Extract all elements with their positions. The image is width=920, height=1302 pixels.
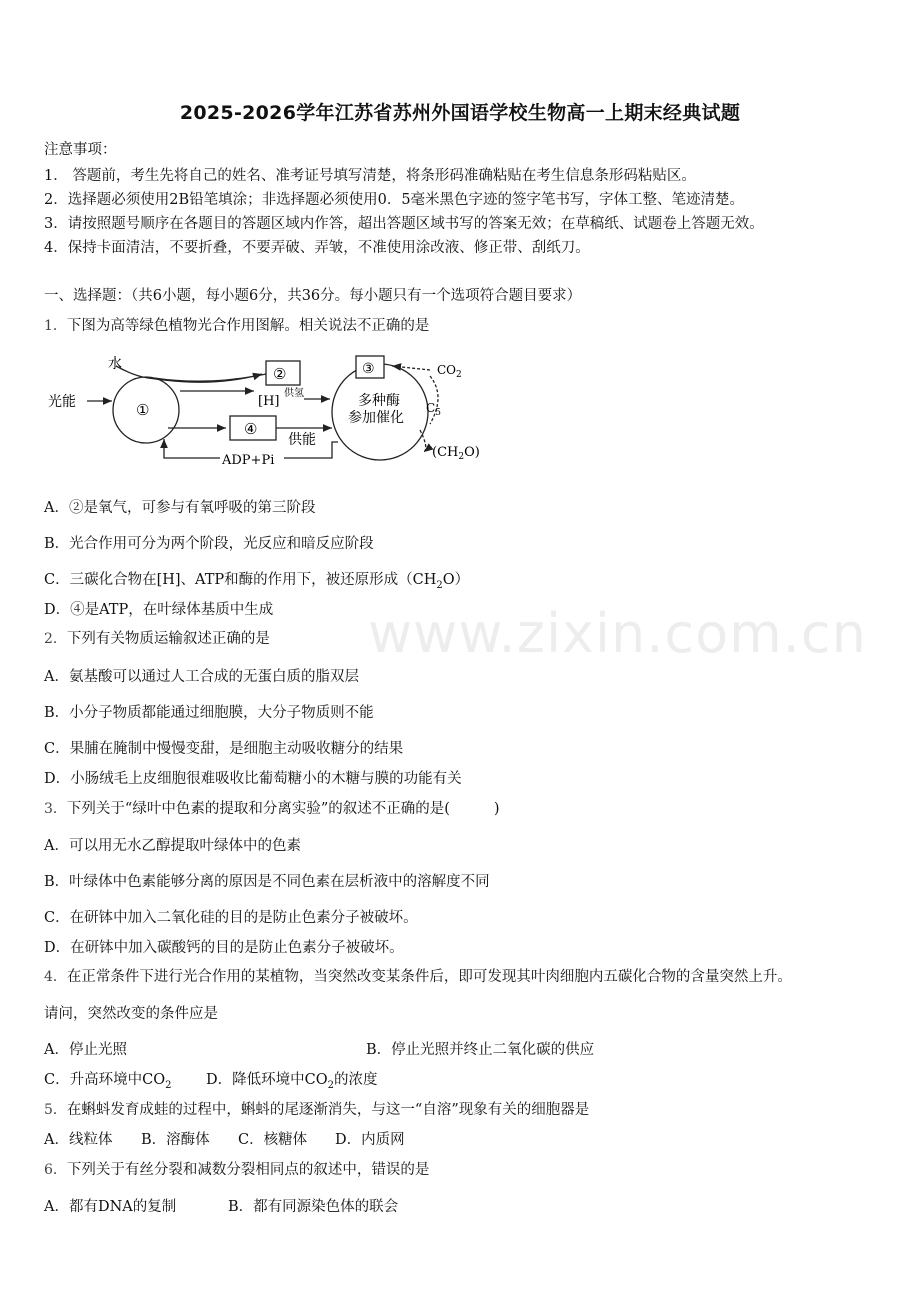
question-3: 3．下列关于“绿叶中色素的提取和分离实验”的叙述不正确的是( ) xyxy=(44,801,500,817)
q1-option-a: A．②是氧气，可参与有氧呼吸的第三阶段 xyxy=(44,500,316,516)
question-4 xyxy=(44,965,792,986)
watermark: www.zixin.com.cn xyxy=(368,602,867,665)
q3-option-a: A．可以用无水乙醇提取叶绿体中的色素 xyxy=(44,838,301,854)
section-heading: 一、选择题：（共6小题，每小题6分，共36分。每小题只有一个选项符合题目要求） xyxy=(44,288,582,304)
notice-item-4: 4．保持卡面清洁，不要折叠，不要弄破、弄皱，不准使用涂改液、修正带、刮纸刀。 xyxy=(44,240,590,256)
label-adp: ADP+Pi xyxy=(222,453,275,468)
label-c4: ④ xyxy=(244,420,258,438)
q4-option-c: C．升高环境中$CO_2$ xyxy=(44,1072,172,1091)
question-stem: 下列关于有丝分裂和减数分裂相同点的叙述中，错误的是 xyxy=(66,1162,430,1178)
q5-option-c: C．核糖体 xyxy=(238,1132,308,1148)
photosynthesis-diagram xyxy=(44,344,504,474)
question-2 xyxy=(44,627,270,648)
question-stem: 在蝌蚪发育成蛙的过程中，蝌蚪的尾逐渐消失，与这一“自溶”现象有关的细胞器是 xyxy=(66,1102,590,1118)
label-co2: $CO_2$ xyxy=(437,363,462,380)
q5-option-d: D．内质网 xyxy=(335,1132,405,1148)
q1-option-c: C．三碳化合物在[H]、ATP和酶的作用下，被还原形成$(CH_2O)$ xyxy=(44,572,470,591)
notice-heading: 注意事项： xyxy=(44,142,117,158)
page-title: 2025-2026学年江苏省苏州外国语学校生物高一上期末经典试题 xyxy=(179,102,741,124)
q5-option-b: B．溶酶体 xyxy=(141,1132,210,1148)
label-c2: ② xyxy=(273,365,287,383)
q4-option-a: A．停止光照 xyxy=(44,1042,127,1058)
label-ch2o: $(CH_2O)$ xyxy=(432,445,480,462)
label-water: 水 xyxy=(108,356,122,372)
q6-option-a: A．都有DNA的复制 xyxy=(44,1199,177,1215)
q1-option-d: D．④是ATP，在叶绿体基质中生成 xyxy=(44,602,274,618)
question-number: 6． xyxy=(44,1162,67,1178)
question-stem: 下列有关物质运输叙述正确的是 xyxy=(66,631,270,647)
question-stem: 下图为高等绿色植物光合作用图解。相关说法不正确的是 xyxy=(66,318,430,334)
notice-item-1: 1． 答题前，考生先将自己的姓名、准考证号填写清楚，将条形码准确粘贴在考生信息条形码粘贴区。 xyxy=(44,168,696,184)
question-5 xyxy=(44,1098,589,1119)
label-supply-energy: 供能 xyxy=(288,432,316,448)
q4-option-b: B．停止光照并终止二氧化碳的供应 xyxy=(366,1042,595,1058)
q2-option-c: C．果脯在腌制中慢慢变甜，是细胞主动吸收糖分的结果 xyxy=(44,741,404,757)
label-h: [H] xyxy=(258,394,280,409)
label-c3: ③ xyxy=(362,361,375,377)
question-number: 1． xyxy=(44,318,67,334)
q3-option-d: D．在研钵中加入碳酸钙的目的是防止色素分子被破坏。 xyxy=(44,940,404,956)
question-stem: 下列关于“绿叶中色素的提取和分离实验”的叙述不正确的是( xyxy=(66,801,450,817)
question-number: 5． xyxy=(44,1102,67,1118)
q6-option-b: B．都有同源染色体的联会 xyxy=(228,1199,399,1215)
q1-option-b: B．光合作用可分为两个阶段，光反应和暗反应阶段 xyxy=(44,536,374,552)
question-number: 3． xyxy=(44,801,67,817)
q4-option-d: D．降低环境中$CO_2$的浓度 xyxy=(206,1072,378,1091)
question-stem: 在正常条件下进行光合作用的某植物，当突然改变某条件后，即可发现其叶肉细胞内五碳化合物的含量突然上升。 xyxy=(66,969,792,985)
notice-item-2: 2．选择题必须使用2B铅笔填涂；非选择题必须使用0．5毫米黑色字迹的签字笔书写，字体工整、笔迹清楚。 xyxy=(44,192,745,208)
q2-option-b: B．小分子物质都能通过细胞膜，大分子物质则不能 xyxy=(44,705,374,721)
label-light: 光能 xyxy=(48,394,76,410)
question-number: 2． xyxy=(44,631,67,647)
label-enzyme-1: 多种酶 xyxy=(358,393,400,409)
question-number: 4． xyxy=(44,969,67,985)
q2-option-d: D．小肠绒毛上皮细胞很难吸收比葡萄糖小的木糖与膜的功能有关 xyxy=(44,771,462,787)
question-4-stem-2: 请问，突然改变的条件应是 xyxy=(44,1006,218,1022)
q3-option-c: C．在研钵中加入二氧化硅的目的是防止色素分子被破坏。 xyxy=(44,910,418,926)
label-supply-h: 供氢 xyxy=(284,388,304,399)
label-c1: ① xyxy=(136,401,150,419)
q2-option-a: A．氨基酸可以通过人工合成的无蛋白质的脂双层 xyxy=(44,669,359,685)
q3-option-b: B．叶绿体中色素能够分离的原因是不同色素在层析液中的溶解度不同 xyxy=(44,874,490,890)
label-enzyme-2: 参加催化 xyxy=(348,410,404,426)
question-1 xyxy=(44,314,429,335)
label-c5: $C_5$ xyxy=(426,401,441,418)
notice-item-3: 3．请按照题号顺序在各题目的答题区域内作答，超出答题区域书写的答案无效；在草稿纸、试题卷上答题无效。 xyxy=(44,216,764,232)
question-6 xyxy=(44,1158,429,1179)
q5-option-a: A．线粒体 xyxy=(44,1132,113,1148)
